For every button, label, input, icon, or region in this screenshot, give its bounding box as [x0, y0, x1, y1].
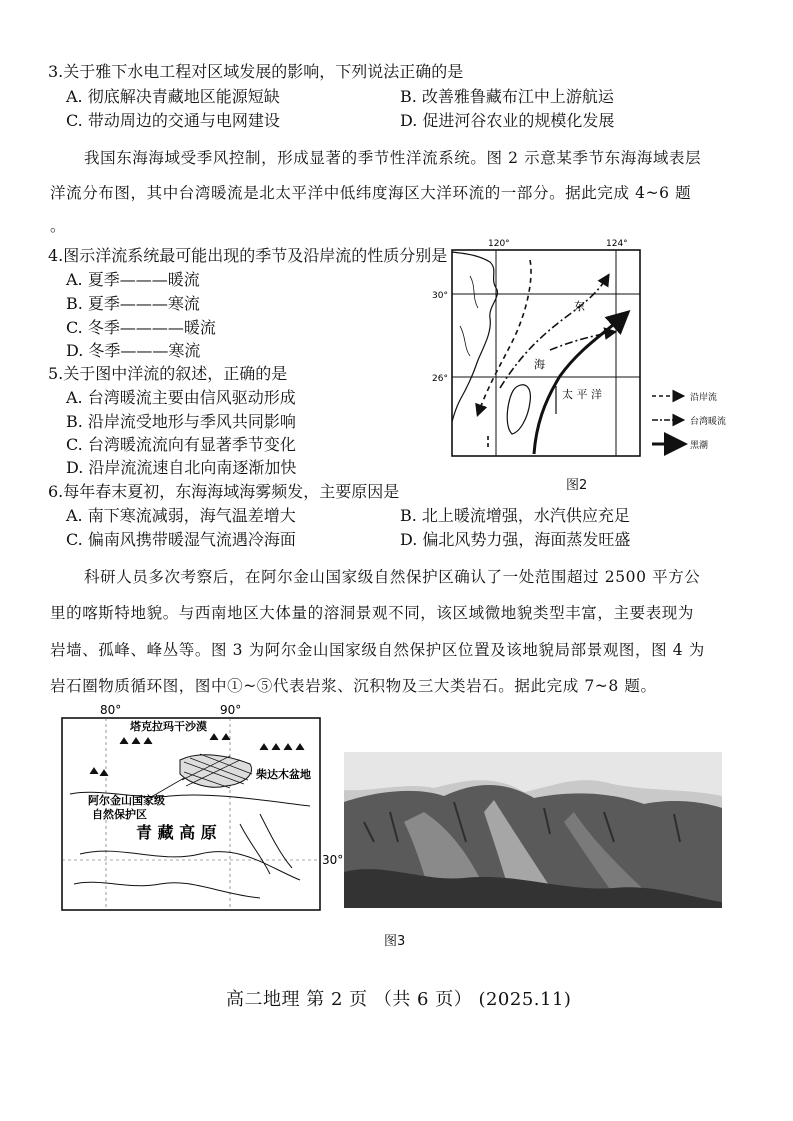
intro3-line4: 岩石圈物质循环图，图中①~⑤代表岩浆、沉积物及三大类岩石。据此完成 7~8 题。 [50, 677, 657, 695]
lon-120-label: 120° [488, 239, 510, 249]
map-frame [452, 250, 640, 456]
basin-label: 柴达木盆地 [256, 768, 311, 781]
figure-3-caption: 图3 [384, 934, 406, 949]
q6-option-d: D. 偏北风势力强，海面蒸发旺盛 [400, 530, 631, 549]
legend-taiwan-label: 台湾暖流 [690, 417, 727, 427]
q5-option-c: C. 台湾暖流流向有显著季节变化 [66, 435, 296, 454]
intro3-line2: 里的喀斯特地貌。与西南地区大体量的溶洞景观不同，该区域微地貌类型丰富，主要表现为 [50, 604, 695, 622]
reserve-label-line1: 阿尔金山国家级 [88, 794, 165, 807]
q5-option-a: A. 台湾暖流主要由信风驱动形成 [66, 388, 296, 407]
q4-option-d: D. 冬季———寒流 [66, 341, 201, 360]
q6-option-b: B. 北上暖流增强，水汽供应充足 [400, 506, 630, 525]
q3-stem: 3.关于雅下水电工程对区域发展的影响，下列说法正确的是 [48, 62, 464, 81]
q5-option-d: D. 沿岸流流速自北向南逐渐加快 [66, 458, 297, 477]
q3-option-d: D. 促进河谷农业的规模化发展 [400, 111, 615, 130]
q3-option-c: C. 带动周边的交通与电网建设 [66, 111, 280, 130]
figure-3-location-map [60, 704, 350, 914]
intro3-line1: 科研人员多次考察后，在阿尔金山国家级自然保护区确认了一处范围超过 2500 平方公 [84, 568, 701, 586]
desert-label: 塔克拉玛干沙漠 [130, 720, 207, 733]
q5-stem: 5.关于图中洋流的叙述，正确的是 [48, 364, 288, 383]
legend-kuroshio-label: 黑潮 [690, 441, 709, 451]
page-footer: 高二地理 第 2 页 （共 6 页） (2025.11) [226, 989, 572, 1010]
q4-option-a: A. 夏季———暖流 [66, 270, 200, 289]
q6-option-a: A. 南下寒流减弱，海气温差增大 [66, 506, 296, 525]
label-pacific: 太 平 洋 [562, 388, 602, 401]
q3-option-a: A. 彻底解决青藏地区能源短缺 [66, 87, 280, 106]
label-dong: 东 [574, 300, 585, 313]
figure-2-caption: 图2 [566, 478, 588, 493]
lat-30-label: 30° [432, 291, 448, 301]
q6-stem: 6.每年春末夏初，东海海域海雾频发，主要原因是 [48, 482, 400, 501]
intro2-line3: 。 [50, 217, 67, 235]
q6-option-c: C. 偏南风携带暖湿气流遇冷海面 [66, 530, 296, 549]
q5-option-b: B. 沿岸流受地形与季风共同影响 [66, 412, 296, 431]
figure-2-current-map [430, 236, 730, 498]
intro3-line3: 岩墙、孤峰、峰丛等。图 3 为阿尔金山国家级自然保护区位置及该地貌局部景观图，图 4 为 [50, 641, 705, 659]
q4-option-c: C. 冬季————暖流 [66, 318, 216, 337]
q4-option-b: B. 夏季———寒流 [66, 294, 200, 313]
reserve-label-line2: 自然保护区 [92, 808, 147, 821]
q4-stem: 4.图示洋流系统最可能出现的季节及沿岸流的性质分别是 [48, 246, 448, 265]
lon-124-label: 124° [606, 239, 628, 249]
intro2-line2: 洋流分布图，其中台湾暖流是北太平洋中低纬度海区大洋环流的一部分。据此完成 4~6 题 [50, 184, 692, 202]
legend-coastal-label: 沿岸流 [690, 393, 718, 403]
lon-80-label: 80° [100, 704, 122, 717]
q3-option-b: B. 改善雅鲁藏布江中上游航运 [400, 87, 614, 106]
plateau-label: 青 藏 高 原 [136, 823, 217, 842]
lon-90-label: 90° [220, 704, 242, 717]
label-hai: 海 [534, 358, 545, 371]
intro2-line1: 我国东海海域受季风控制，形成显著的季节性洋流系统。图 2 示意某季节东海海域表层 [84, 149, 702, 167]
lat-26-label: 26° [432, 374, 448, 384]
lat-30-label: 30° [322, 853, 344, 867]
figure-3-landscape-photo [344, 752, 722, 908]
